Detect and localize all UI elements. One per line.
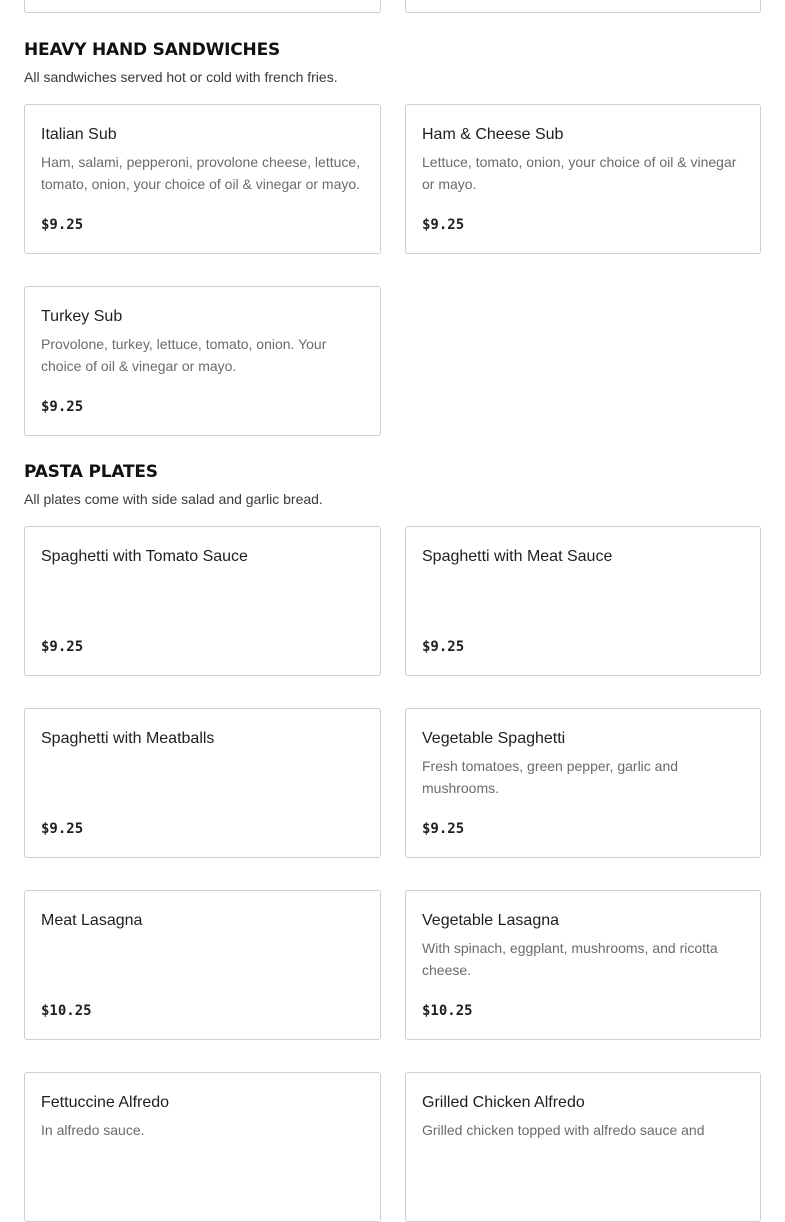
- menu-item-card[interactable]: [24, 104, 381, 254]
- item-description: Lettuce, tomato, onion, your choice of oil & vinegar or mayo.: [422, 154, 737, 192]
- item-price: $9.25: [41, 217, 84, 233]
- menu-item-card[interactable]: [24, 0, 381, 13]
- item-description: With spinach, eggplant, mushrooms, and ricotta cheese.: [422, 940, 718, 978]
- menu-item-card[interactable]: [24, 708, 381, 858]
- menu-item-card[interactable]: [405, 104, 761, 254]
- menu-item-card[interactable]: [24, 1072, 381, 1222]
- item-name: Fettuccine Alfredo: [41, 1094, 170, 1111]
- menu-item-card[interactable]: [24, 526, 381, 676]
- item-price: $9.25: [422, 821, 465, 837]
- item-price: $9.25: [41, 821, 84, 837]
- menu-item-card[interactable]: [24, 286, 381, 436]
- menu-item-card[interactable]: [405, 890, 761, 1040]
- menu-items-grid: [24, 526, 761, 1222]
- item-name: Spaghetti with Meatballs: [41, 730, 215, 747]
- item-price: $10.25: [41, 1003, 92, 1019]
- section-subtitle: All sandwiches served hot or cold with french fries.: [24, 69, 338, 85]
- item-description: Grilled chicken topped with alfredo sauce and: [422, 1122, 705, 1138]
- menu-item-card[interactable]: [405, 1072, 761, 1222]
- menu-section-pasta: [0, 462, 785, 1222]
- previous-section-cards: [0, 0, 785, 14]
- item-price: $9.25: [422, 217, 465, 233]
- item-name: Spaghetti with Meat Sauce: [422, 548, 613, 565]
- menu-item-card[interactable]: [24, 890, 381, 1040]
- item-name: Turkey Sub: [41, 308, 123, 325]
- item-name: Ham & Cheese Sub: [422, 126, 564, 143]
- item-price: $9.25: [41, 639, 84, 655]
- item-price: $9.25: [422, 639, 465, 655]
- section-subtitle: All plates come with side salad and garlic bread.: [24, 491, 323, 507]
- menu-item-card[interactable]: [405, 526, 761, 676]
- menu-section-sandwiches: [0, 40, 785, 436]
- item-name: Meat Lasagna: [41, 912, 143, 929]
- item-name: Vegetable Lasagna: [422, 912, 560, 929]
- item-description: Ham, salami, pepperoni, provolone cheese, lettuce, tomato, onion, your choice of oil & vinegar or mayo.: [41, 154, 361, 192]
- section-title: PASTA PLATES: [24, 462, 158, 482]
- item-description: In alfredo sauce.: [41, 1122, 145, 1138]
- section-title: HEAVY HAND SANDWICHES: [24, 40, 281, 60]
- menu-item-card[interactable]: [405, 0, 761, 13]
- item-name: Spaghetti with Tomato Sauce: [41, 548, 248, 565]
- item-description: Fresh tomatoes, green pepper, garlic and mushrooms.: [422, 758, 679, 796]
- item-price: $10.25: [422, 1003, 473, 1019]
- item-name: Vegetable Spaghetti: [422, 730, 566, 747]
- item-name: Grilled Chicken Alfredo: [422, 1094, 585, 1111]
- menu-item-card[interactable]: [405, 708, 761, 858]
- item-name: Italian Sub: [41, 126, 117, 143]
- item-price: $9.25: [41, 399, 84, 415]
- menu-items-grid: [24, 104, 761, 436]
- item-description: Provolone, turkey, lettuce, tomato, onion. Your choice of oil & vinegar or mayo.: [41, 336, 327, 374]
